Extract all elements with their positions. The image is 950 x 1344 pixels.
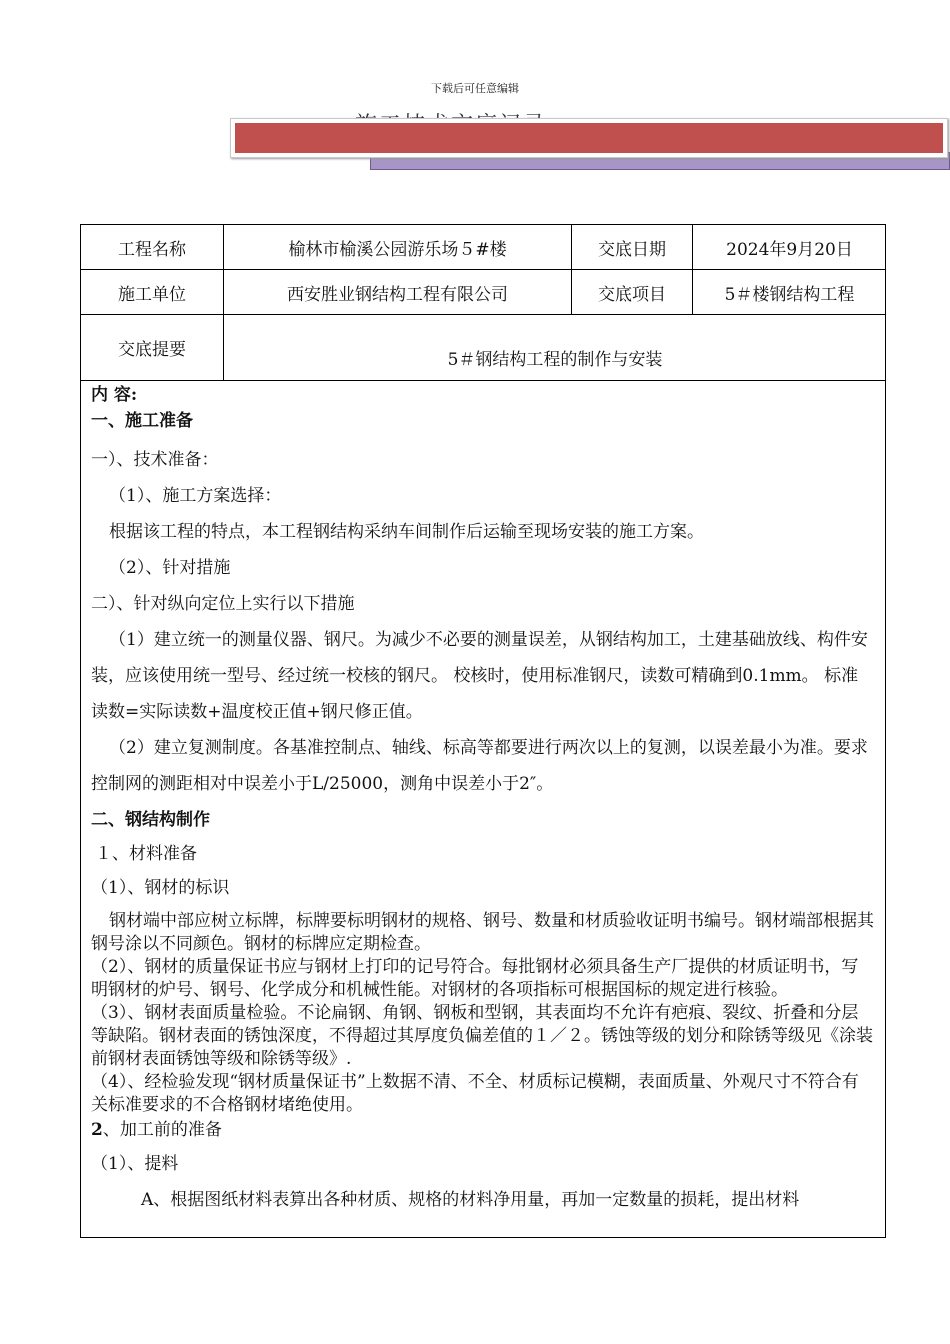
measure-1: （1）建立统一的测量仪器、钢尺。为减少不必要的测量误差，从钢结构加工，土建基础放线、构件安装，应该使用统一型号、经过统一校核的钢尺。 校核时，使用标准钢尺，读数可精确到0.1mm。 标准读数=实际读数+温度校正值+钢尺修正值。 [91, 630, 868, 722]
info-row [81, 270, 887, 315]
section2-title: 二、钢结构制作 [91, 810, 210, 830]
unit-value: 西安胜业钢结构工程有限公司 [224, 270, 572, 315]
content-body [81, 380, 885, 1215]
handover-document [80, 224, 886, 1238]
project-name-value: 榆林市榆溪公园游乐场５#楼 [224, 225, 572, 270]
info-table [80, 224, 886, 381]
material-request-text: A、根据图纸材料表算出各种材质、规格的材料净用量，再加一定数量的损耗，提出材料 [141, 1190, 800, 1210]
item-value: 5＃楼钢结构工程 [693, 270, 887, 315]
header-note: 下载后可任意编辑 [431, 82, 519, 95]
scheme-selection: （1）、施工方案选择： [109, 486, 282, 506]
surface-inspection: （3）、钢材表面质量检验。不论扁钢、角钢、钢板和型钢，其表面均不允许有疤痕、裂纹、折叠和分层等缺陷。钢材表面的锈蚀深度，不得超过其厚度负偏差值的１／２。锈蚀等级的划分和除锈等级见《涂装前钢材表面锈蚀等级和除锈等级》. [91, 1003, 873, 1069]
steel-marking-text: 钢材端中部应树立标牌，标牌要标明钢材的规格、钢号、数量和材质验收证明书编号。钢材端部根据其钢号涂以不同颜色。钢材的标牌应定期检查。 [91, 911, 874, 954]
steel-marking: （1）、钢材的标识 [91, 878, 230, 898]
rejected-steel: （4）、经检验发现“钢材质量保证书”上数据不清、不全、材质标记模糊，表面质量、外观尺寸不符合有关标准要求的不合格钢材堵绝使用。 [91, 1072, 859, 1115]
date-value: 2024年9月20日 [693, 225, 887, 270]
processing-prep-number: 2 [91, 1120, 103, 1140]
banner-fill [235, 123, 943, 153]
date-label: 交底日期 [572, 225, 693, 270]
positioning-measures: 二）、针对纵向定位上实行以下措施 [91, 594, 355, 614]
item-label: 交底项目 [572, 270, 693, 315]
summary-label: 交底提要 [81, 315, 224, 381]
tech-prep: 一）、技术准备： [91, 450, 219, 470]
material-prep: １、材料准备 [95, 844, 197, 864]
processing-prep-text: 、加工前的准备 [102, 1120, 222, 1140]
measure-2: （2）建立复测制度。各基准控制点、轴线、标高等都要进行两次以上的复测，以误差最小为准。要求控制网的测距相对中误差小于L/25000，测角中误差小于2″。 [91, 738, 868, 794]
content-heading: 内 容: [91, 385, 138, 405]
processing-prep [91, 1117, 875, 1143]
summary-value: 5＃钢结构工程的制作与安装 [224, 315, 887, 381]
project-name-label: 工程名称 [81, 225, 224, 270]
unit-label: 施工单位 [81, 270, 224, 315]
scheme-text: 根据该工程的特点，本工程钢结构采纳车间制作后运输至现场安装的施工方案。 [109, 522, 704, 542]
info-row [81, 315, 887, 381]
targeted-measures: （2）、针对措施 [109, 558, 231, 578]
quality-certificate: （2）、钢材的质量保证书应与钢材上打印的记号符合。每批钢材必须具备生产厂提供的材质证明书，写明钢材的炉号、钢号、化学成分和机械性能。对钢材的各项指标可根据国标的规定进行核验。 [91, 957, 859, 1000]
info-row [81, 225, 887, 270]
banner [230, 118, 948, 158]
section1-title: 一、施工准备 [91, 411, 193, 431]
material-request: （1）、提料 [91, 1154, 179, 1174]
